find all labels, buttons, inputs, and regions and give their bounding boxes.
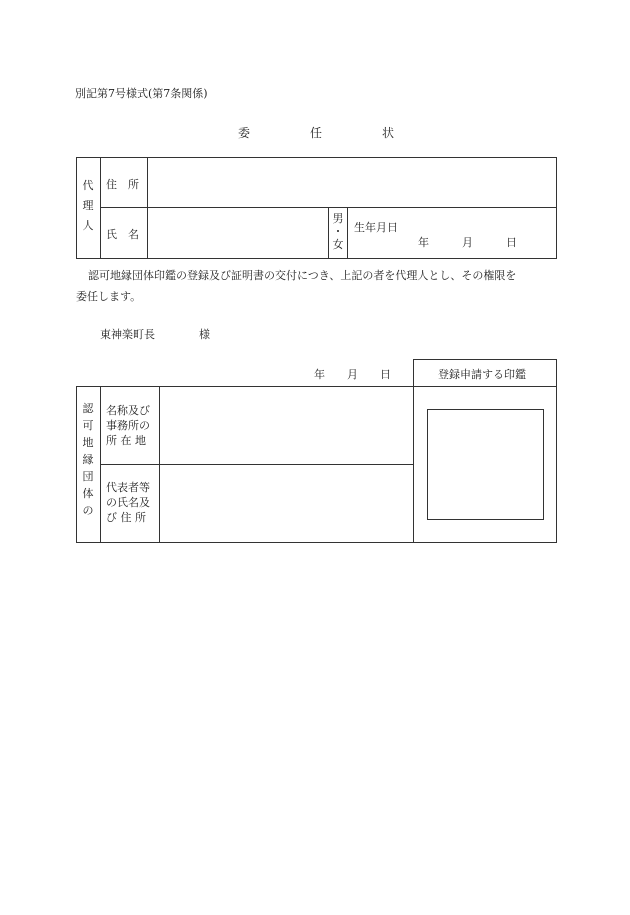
org-group-label: 認 可 地 縁 団 体 の (82, 402, 94, 517)
delegation-statement-line2: 委任します。 (76, 290, 142, 303)
agent-address-field[interactable] (150, 160, 550, 204)
address-label: 住 所 (106, 178, 139, 191)
name-label: 氏 名 (106, 228, 139, 241)
birthdate-field[interactable]: 年 月 日 (418, 236, 517, 249)
agent-name-field[interactable] (150, 210, 325, 254)
agent-group-label: 代 理 人 (82, 179, 94, 232)
seal-stamp-box[interactable] (427, 409, 544, 520)
representative-field[interactable] (162, 467, 410, 539)
delegation-statement-line1: 認可地縁団体印鑑の登録及び証明書の交付につき、上記の者を代理人とし、その権限を (88, 269, 517, 282)
org-name-address-field[interactable] (162, 389, 410, 461)
gender-label[interactable]: 男 ・ 女 (332, 212, 344, 251)
date-field[interactable]: 年 月 日 (314, 368, 391, 381)
addressee: 東神楽町長 様 (100, 328, 210, 341)
org-name-address-label: 名称及び 事務所の 所 在 地 (106, 404, 150, 447)
representative-label: 代表者等 の氏名及 び 住 所 (106, 481, 150, 524)
birthdate-label: 生年月日 (354, 221, 398, 234)
document-title: 委 任 状 (238, 126, 395, 140)
form-number-label: 別記第7号様式(第7条関係) (75, 87, 208, 100)
seal-header: 登録申請する印鑑 (438, 368, 526, 381)
